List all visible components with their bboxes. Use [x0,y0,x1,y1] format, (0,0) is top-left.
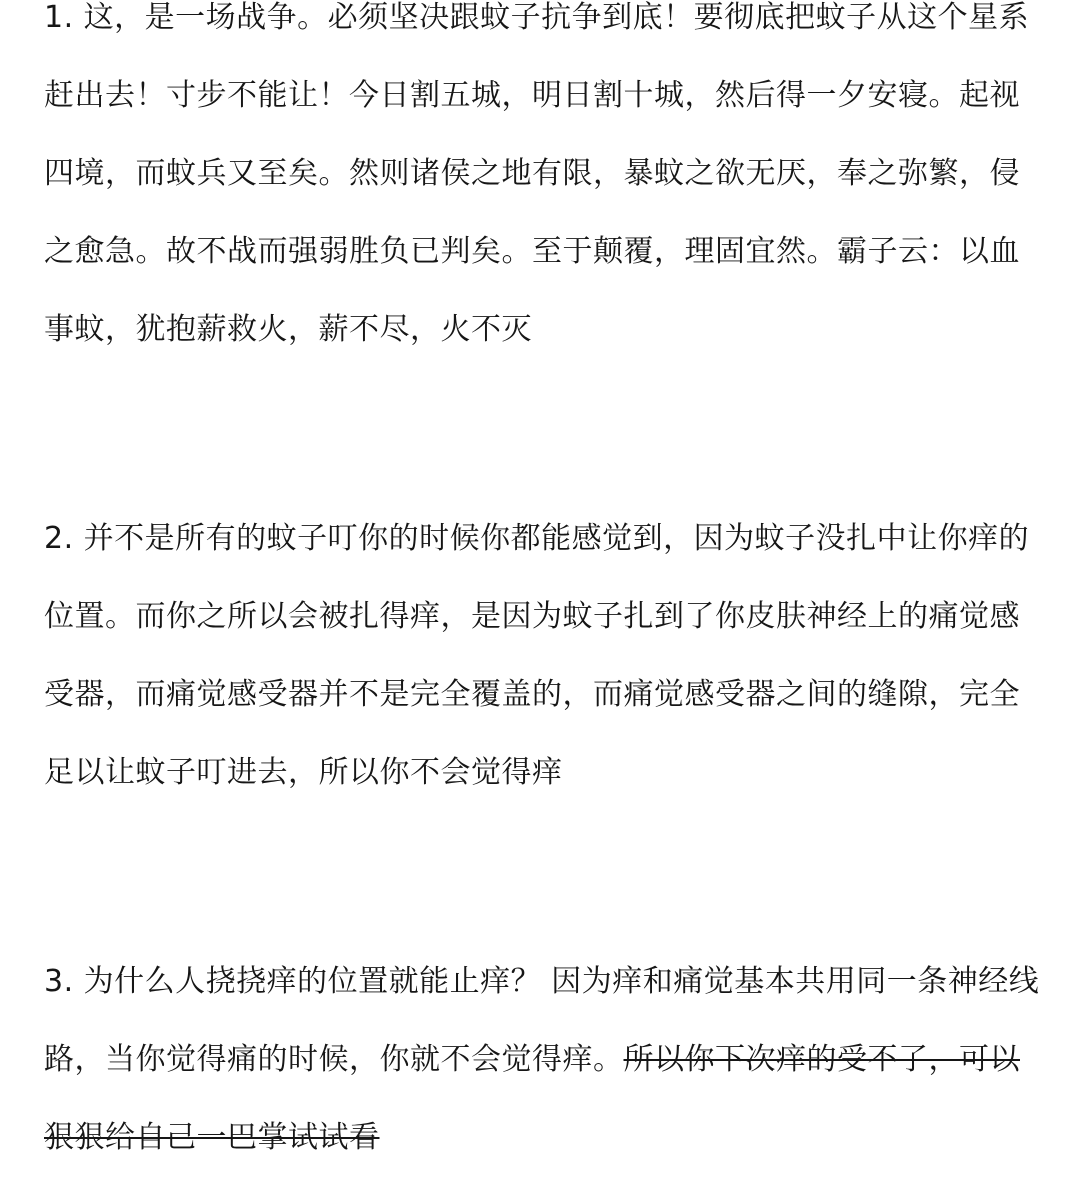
paragraph-line [44,1042,1040,1120]
paragraph-line [44,1120,1040,1198]
paragraph-line [44,78,1040,156]
paragraph-line [44,964,1040,1042]
paragraph-3 [44,964,1040,1198]
struck-text: 狠狠给自己一巴掌试试看 [44,1120,380,1155]
line-text: 之愈急。故不战而强弱胜负已判矣。至于颠覆，理固宜然。霸子云：以血 [44,234,1020,269]
line-text: 位置。而你之所以会被扎得痒，是因为蚊子扎到了你皮肤神经上的痛觉感 [44,599,1020,634]
document-body [44,0,1040,1198]
line-text: 四境，而蚊兵又至矣。然则诸侯之地有限，暴蚊之欲无厌，奉之弥繁，侵 [44,156,1020,191]
paragraph-line [44,312,1040,390]
paragraph-line [44,677,1040,755]
line-text: 1. 这，是一场战争。必须坚决跟蚊子抗争到底！要彻底把蚊子从这个星系 [44,0,1030,35]
line-text: 足以让蚊子叮进去，所以你不会觉得痒 [44,755,563,790]
paragraph-1 [44,0,1040,390]
line-text: 路，当你觉得痛的时候，你就不会觉得痒。 [44,1042,624,1077]
paragraph-line [44,599,1040,677]
line-text: 受器，而痛觉感受器并不是完全覆盖的，而痛觉感受器之间的缝隙，完全 [44,677,1020,712]
paragraph-line [44,156,1040,234]
paragraph-line [44,234,1040,312]
paragraph-2 [44,521,1040,833]
line-text: 事蚊，犹抱薪救火，薪不尽，火不灭 [44,312,532,347]
line-text: 3. 为什么人挠挠痒的位置就能止痒？ 因为痒和痛觉基本共用同一条神经线 [44,964,1040,999]
paragraph-spacer [44,390,1040,521]
line-text: 赶出去！寸步不能让！今日割五城，明日割十城，然后得一夕安寝。起视 [44,78,1020,113]
struck-text: 所以你下次痒的受不了，可以 [623,1042,1020,1077]
paragraph-line [44,521,1040,599]
paragraph-line [44,0,1040,78]
line-text: 2. 并不是所有的蚊子叮你的时候你都能感觉到，因为蚊子没扎中让你痒的 [44,521,1030,556]
paragraph-spacer [44,833,1040,964]
paragraph-line [44,755,1040,833]
